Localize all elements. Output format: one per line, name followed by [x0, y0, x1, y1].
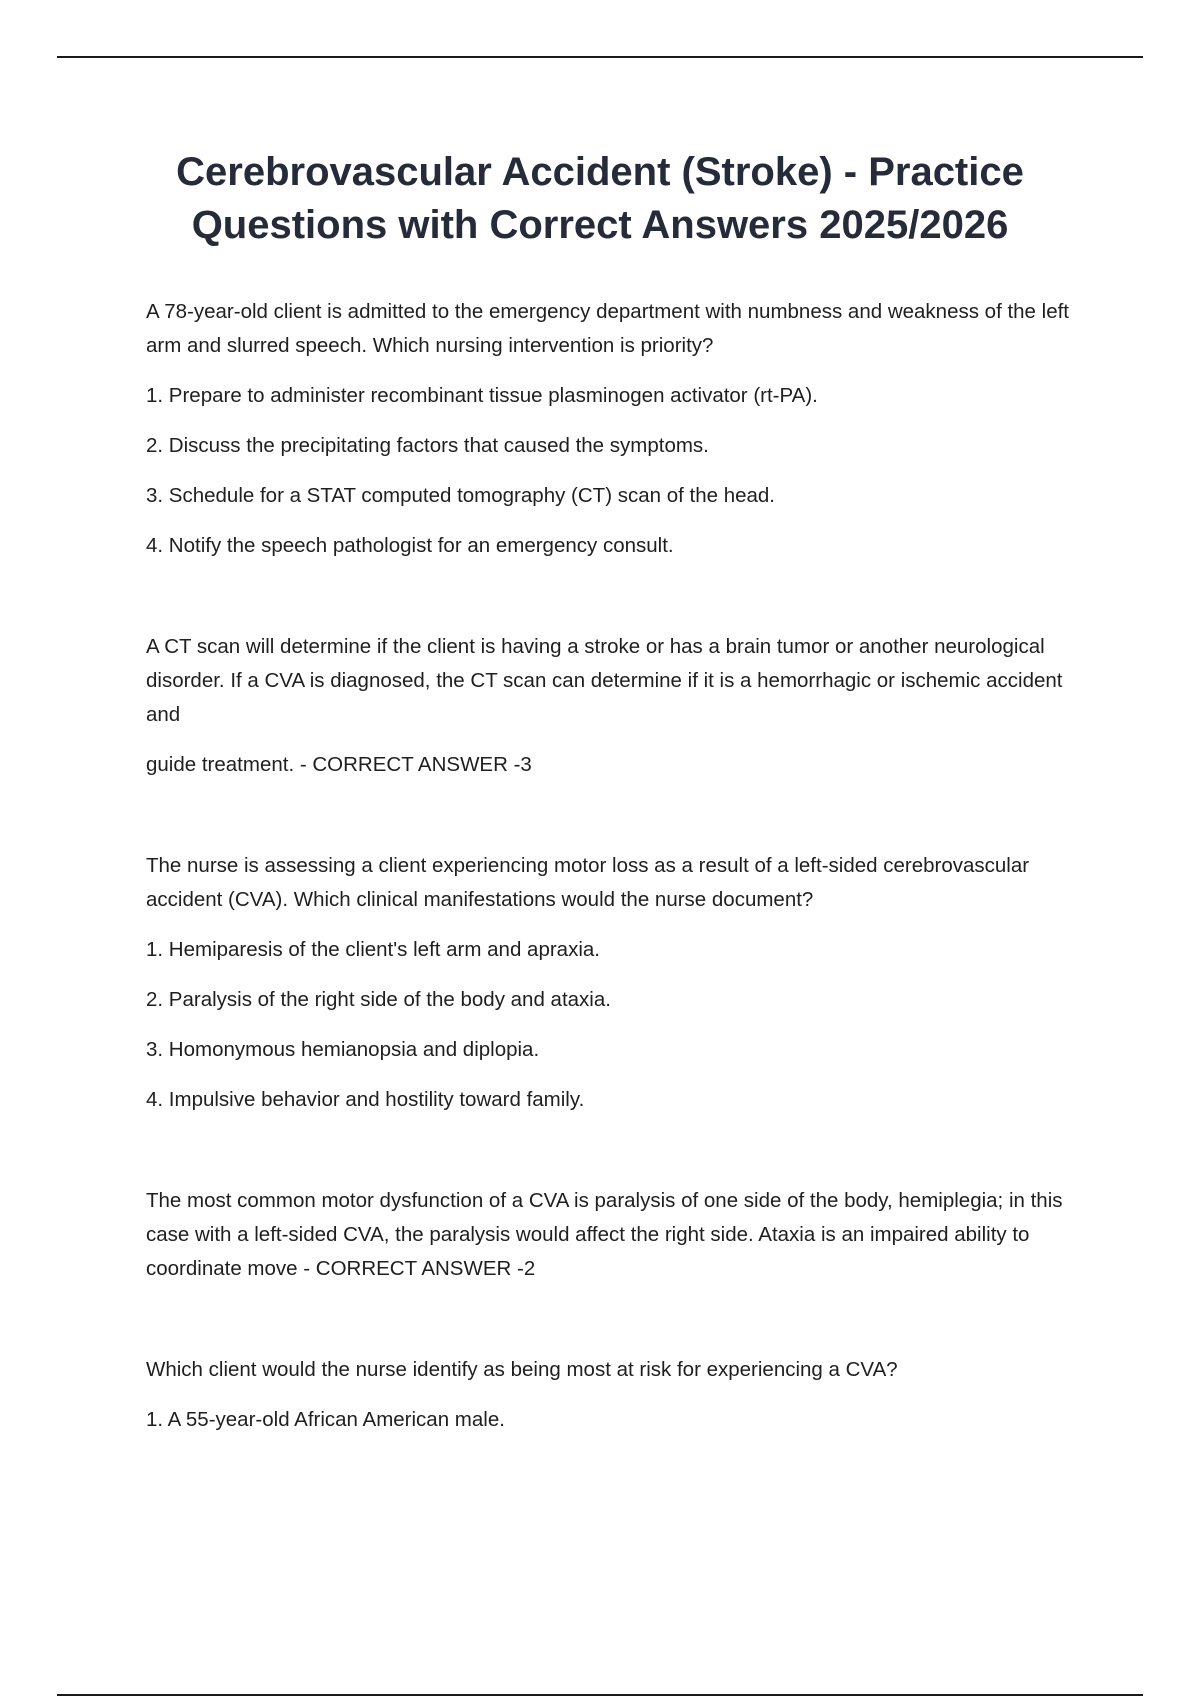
document-body: [146, 295, 1096, 1437]
answer-option: 3. Schedule for a STAT computed tomography (CT) scan of the head.: [146, 484, 775, 507]
answer-option: 3. Homonymous hemianopsia and diplopia.: [146, 1038, 540, 1061]
bottom-rule: [57, 1694, 1143, 1696]
question-stem: Which client would the nurse identify as being most at risk for experiencing a CVA?: [146, 1358, 898, 1381]
answer-option: 2. Discuss the precipitating factors that caused the symptoms.: [146, 434, 709, 457]
question-stem: The nurse is assessing a client experiencing motor loss as a result of a left-sided cerebrovascular accident (CVA). Which clinical manifestations would the nurse document?: [146, 854, 1030, 911]
document-title: Cerebrovascular Accident (Stroke) - Practice Questions with Correct Answers 2025/2026: [176, 150, 1024, 247]
rationale-text: A CT scan will determine if the client is having a stroke or has a brain tumor or another neurological disorder. If a CVA is diagnosed, the CT scan can determine if it is a hemorrhagic or ischemic accident and: [146, 635, 1063, 726]
question-stem: A 78-year-old client is admitted to the emergency department with numbness and weakness of the left arm and slurred speech. Which nursing intervention is priority?: [146, 300, 1070, 357]
answer-option: 1. Hemiparesis of the client's left arm and apraxia.: [146, 938, 600, 961]
rationale-answer: The most common motor dysfunction of a CVA is paralysis of one side of the body, hemiplegia; in this case with a left-sided CVA, the paralysis would affect the right side. Ataxia is an impaired ability to coordinate move - CORRECT ANSWER -2: [146, 1189, 1063, 1280]
answer-option: 2. Paralysis of the right side of the body and ataxia.: [146, 988, 611, 1011]
question-3: [146, 1353, 1096, 1437]
question-2: [146, 849, 1096, 1353]
spacer: [146, 1117, 1096, 1184]
spacer: [146, 1286, 1096, 1353]
answer-option: 4. Notify the speech pathologist for an emergency consult.: [146, 534, 674, 557]
answer-option: 1. Prepare to administer recombinant tissue plasminogen activator (rt-PA).: [146, 384, 818, 407]
answer-option: 4. Impulsive behavior and hostility toward family.: [146, 1088, 585, 1111]
spacer: [146, 782, 1096, 849]
rationale-answer: guide treatment. - CORRECT ANSWER -3: [146, 753, 532, 776]
answer-option: 1. A 55-year-old African American male.: [146, 1408, 505, 1431]
top-rule: [57, 56, 1143, 58]
spacer: [146, 563, 1096, 630]
question-1: [146, 295, 1096, 849]
